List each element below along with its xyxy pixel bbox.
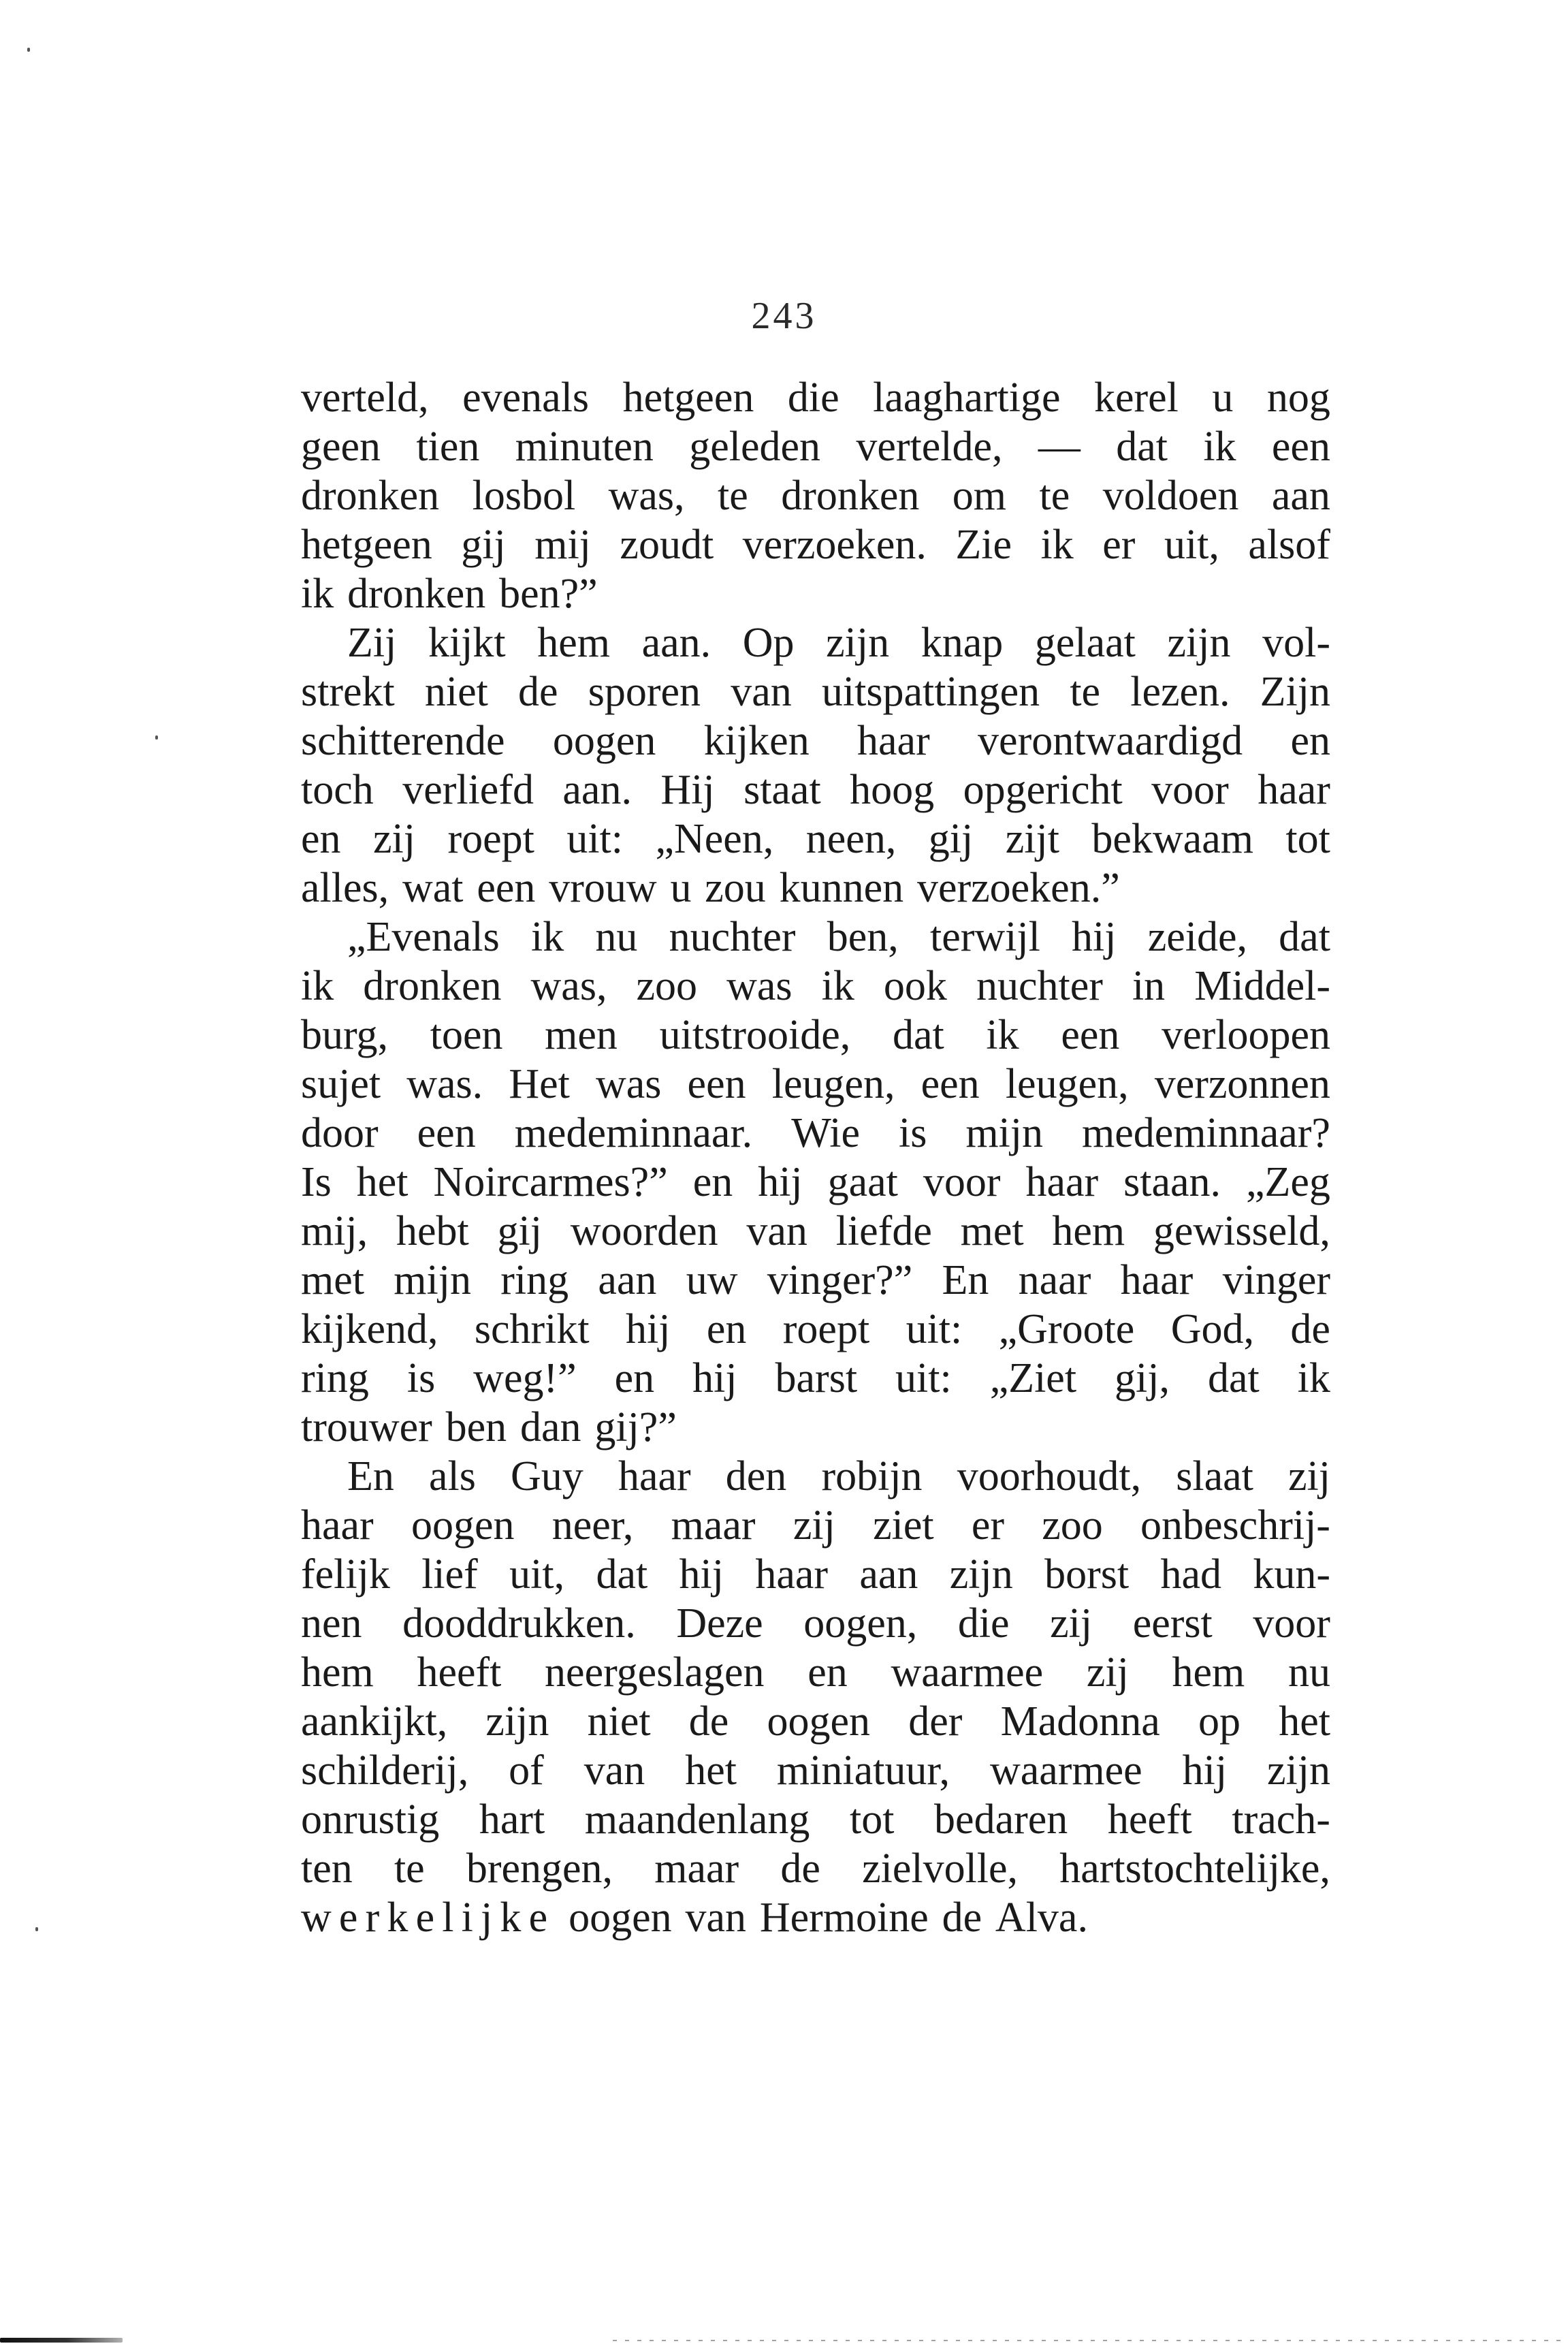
text-line: hem heeft neergeslagen en waarmee zij hem nu bbox=[301, 1649, 1330, 1696]
text-line: ring is weg!” en hij barst uit: „Ziet gij, dat ik bbox=[301, 1355, 1330, 1401]
text-line: schilderij, of van het miniatuur, waarmee hij zijn bbox=[301, 1747, 1330, 1794]
text-line: Zij kijkt hem aan. Op zijn knap gelaat zijn vol- bbox=[347, 620, 1330, 666]
text-line: alles, wat een vrouw u zou kunnen verzoeken.” bbox=[301, 865, 1120, 911]
text-line: verteld, evenals hetgeen die laaghartige kerel u nog bbox=[301, 375, 1330, 421]
scan-speck bbox=[155, 735, 158, 740]
text-line: nen dooddrukken. Deze oogen, die zij eerst voor bbox=[301, 1600, 1330, 1647]
text-line: ik dronken ben?” bbox=[301, 571, 598, 617]
text-line: dronken losbol was, te dronken om te voldoen aan bbox=[301, 473, 1330, 519]
text-line: aankijkt, zijn niet de oogen der Madonna op het bbox=[301, 1698, 1330, 1745]
text-line: werkelijke oogen van Hermoine de Alva. bbox=[301, 1894, 1088, 1941]
text-line: onrustig hart maandenlang tot bedaren heeft trach- bbox=[301, 1796, 1330, 1843]
text-line: trouwer ben dan gij?” bbox=[301, 1404, 677, 1450]
text-line: geen tien minuten geleden vertelde, — dat ik een bbox=[301, 424, 1330, 470]
scan-speck bbox=[27, 48, 30, 52]
text-line: sujet was. Het was een leugen, een leugen, verzonnen bbox=[301, 1061, 1330, 1107]
text-line: door een medeminnaar. Wie is mijn medeminnaar? bbox=[301, 1110, 1330, 1156]
text-line: en zij roept uit: „Neen, neen, gij zijt bekwaam tot bbox=[301, 816, 1330, 862]
text-line: ik dronken was, zoo was ik ook nuchter in Middel- bbox=[301, 963, 1330, 1009]
body-text bbox=[301, 373, 1330, 1942]
text-line: Is het Noircarmes?” en hij gaat voor haar staan. „Zeg bbox=[301, 1159, 1330, 1205]
text-line: hetgeen gij mij zoudt verzoeken. Zie ik er uit, alsof bbox=[301, 522, 1330, 568]
text-line: toch verliefd aan. Hij staat hoog opgericht voor haar bbox=[301, 767, 1330, 813]
text-line: schitterende oogen kijken haar verontwaardigd en bbox=[301, 718, 1330, 764]
text-line: burg, toen men uitstrooide, dat ik een verloopen bbox=[301, 1012, 1330, 1058]
scan-edge-mark bbox=[0, 2338, 123, 2343]
text-line: En als Guy haar den robijn voorhoudt, slaat zij bbox=[347, 1453, 1330, 1500]
text-line: strekt niet de sporen van uitspattingen te lezen. Zijn bbox=[301, 669, 1330, 715]
text-line: mij, hebt gij woorden van liefde met hem gewisseld, bbox=[301, 1208, 1330, 1254]
scan-edge-dots bbox=[613, 2340, 1566, 2341]
scan-speck bbox=[35, 1927, 38, 1931]
text-line: met mijn ring aan uw vinger?” En naar haar vinger bbox=[301, 1257, 1330, 1303]
text-line: haar oogen neer, maar zij ziet er zoo onbeschrij- bbox=[301, 1502, 1330, 1549]
text-line: felijk lief uit, dat hij haar aan zijn borst had kun- bbox=[301, 1551, 1330, 1598]
text-line: „Evenals ik nu nuchter ben, terwijl hij zeide, dat bbox=[347, 914, 1330, 960]
text-line: kijkend, schrikt hij en roept uit: „Groote God, de bbox=[301, 1306, 1330, 1352]
page-number: 243 bbox=[751, 295, 817, 337]
text-line: ten te brengen, maar de zielvolle, hartstochtelijke, bbox=[301, 1845, 1330, 1892]
